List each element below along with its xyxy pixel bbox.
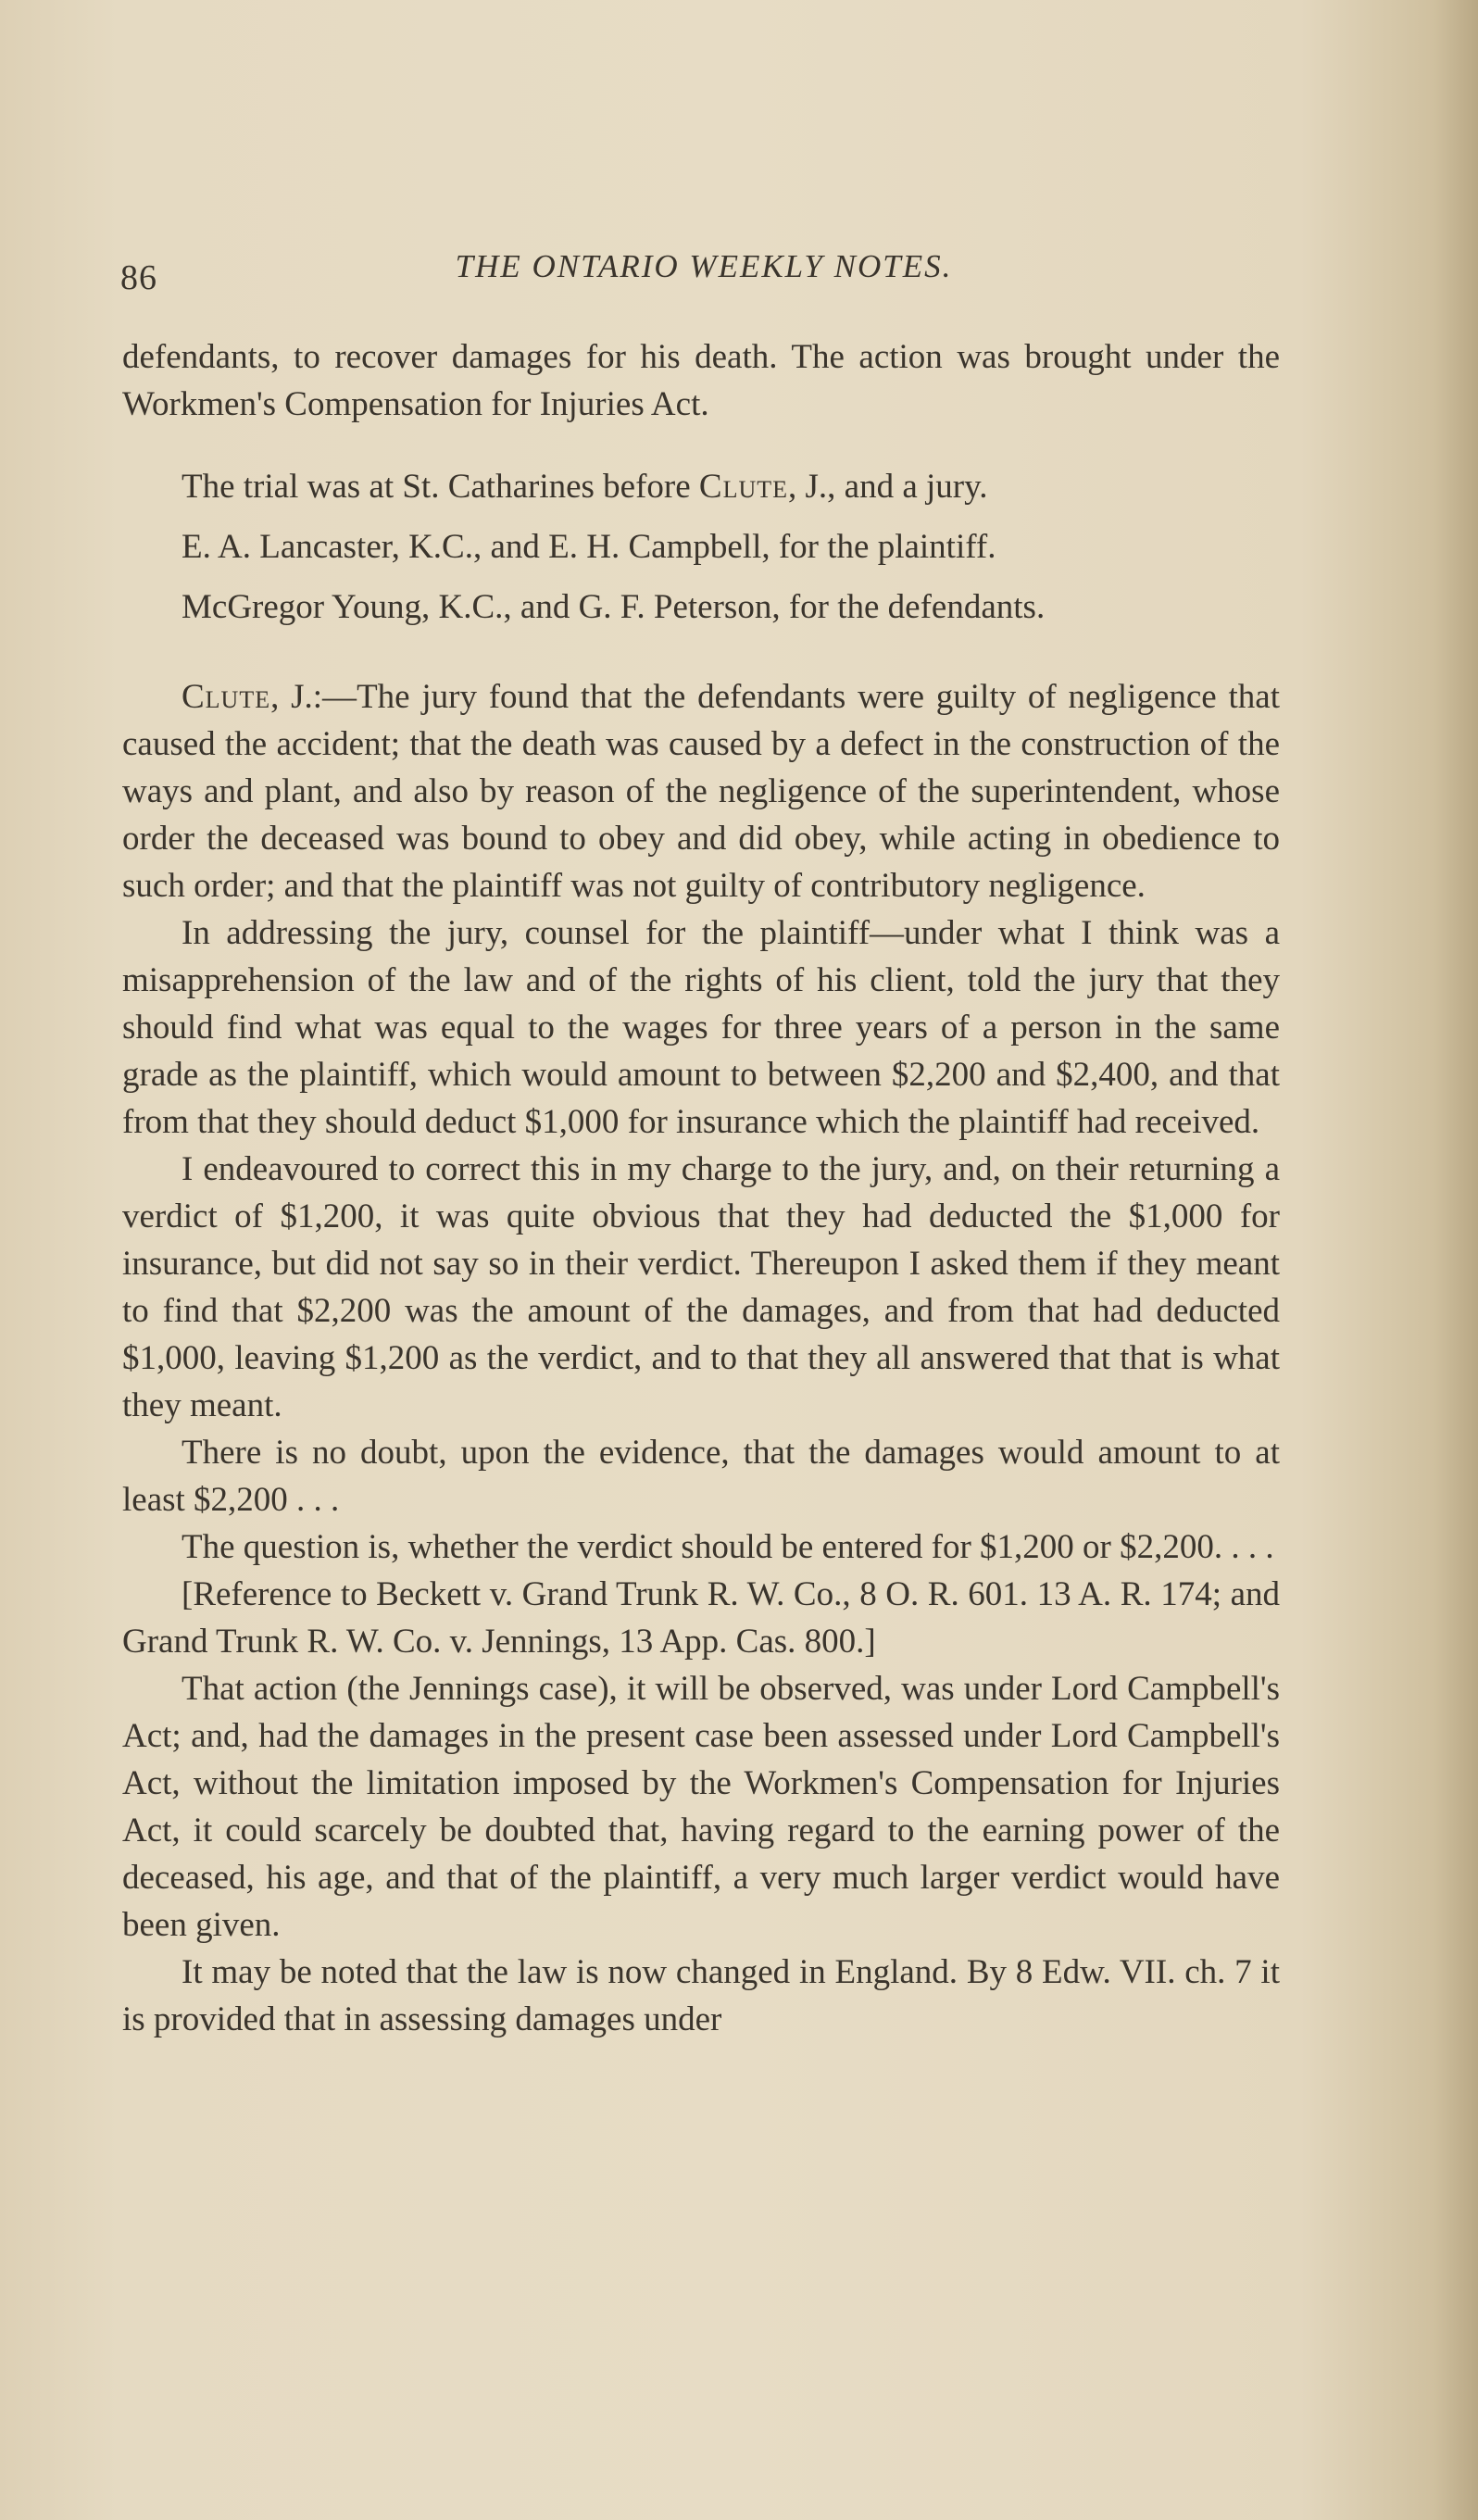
judge-name-judgment: Clute xyxy=(182,678,271,716)
counsel-defendants: McGregor Young, K.C., and G. F. Peterson, for the defendants. xyxy=(182,588,1046,626)
body-text xyxy=(122,333,1280,2043)
paragraph-reference: [Reference to Beckett v. Grand Trunk R. W. Co., 8 O. R. 601. 13 A. R. 174; and Grand Trunk R. W. Co. v. Jennings, 13 App. Cas. 800.] xyxy=(122,1575,1280,1661)
paragraph-counsel-address: In addressing the jury, counsel for the plaintiff—under what I think was a misapprehension of the law and of the rights of his client, told the jury that they should find what was equal to the wages for three years of a person in the same grade as the plaintiff, which would amount to between $2,200 and $2,400, and that from that they should deduct $1,000 for insurance which the plaintiff had received. xyxy=(122,914,1280,1141)
paragraph-law-changed: It may be noted that the law is now changed in England. By 8 Edw. VII. ch. 7 it is provided that in assessing damages under xyxy=(122,1953,1280,2038)
judge-name: Clute xyxy=(698,468,789,506)
trial-text: The trial was at St. Catharines before xyxy=(182,468,691,506)
trial-line xyxy=(122,463,1280,510)
paragraph-continuation: defendants, to recover damages for his death. The action was brought under the Workmen's Compensation for Injuries Act. xyxy=(122,338,1280,423)
judgment-paragraph xyxy=(122,673,1280,909)
paragraph-verdict: I endeavoured to correct this in my charge to the jury, and, on their returning a verdict of $1,200, it was quite obvious that they had deducted the $1,000 for insurance, but did not say so in their verdict. Thereupon I asked them if they meant to find that $2,200 was the amount of the damages, and from that had deducted $1,000, leaving $1,200 as the verdict, and to that they all answered that that is what they meant. xyxy=(122,1150,1280,1424)
paragraph-damages: There is no doubt, upon the evidence, that the damages would amount to at least $2,200 . . . xyxy=(122,1434,1280,1519)
page-number: 86 xyxy=(120,258,157,297)
trial-suffix: , J., and a jury. xyxy=(788,468,988,506)
judgment-text: The jury found that the defendants were guilty of negligence that caused the accident; that the death was caused by a defect in the construction of the ways and plant, and also by reason of the negligence of the superintendent, whose order the deceased was bound to obey and did obey, while acting in obedience to such order; and that the plaintiff was not guilty of contributory negligence. xyxy=(122,678,1280,905)
judgment-intro: , J.:— xyxy=(270,678,357,716)
paragraph-jennings: That action (the Jennings case), it will be observed, was under Lord Campbell's Act; and, had the damages in the present case been assessed under Lord Campbell's Act, without the limitation imposed by the Workmen's Compensation for Injuries Act, it could scarcely be doubted that, having regard to the earning power of the deceased, his age, and that of the plaintiff, a very much larger verdict would have been given. xyxy=(122,1670,1280,1944)
paragraph-question: The question is, whether the verdict should be entered for $1,200 or $2,200. . . . xyxy=(182,1528,1274,1566)
running-head: THE ONTARIO WEEKLY NOTES. xyxy=(455,248,953,284)
counsel-plaintiff: E. A. Lancaster, K.C., and E. H. Campbell, for the plaintiff. xyxy=(182,528,996,566)
page-header xyxy=(120,248,1287,304)
